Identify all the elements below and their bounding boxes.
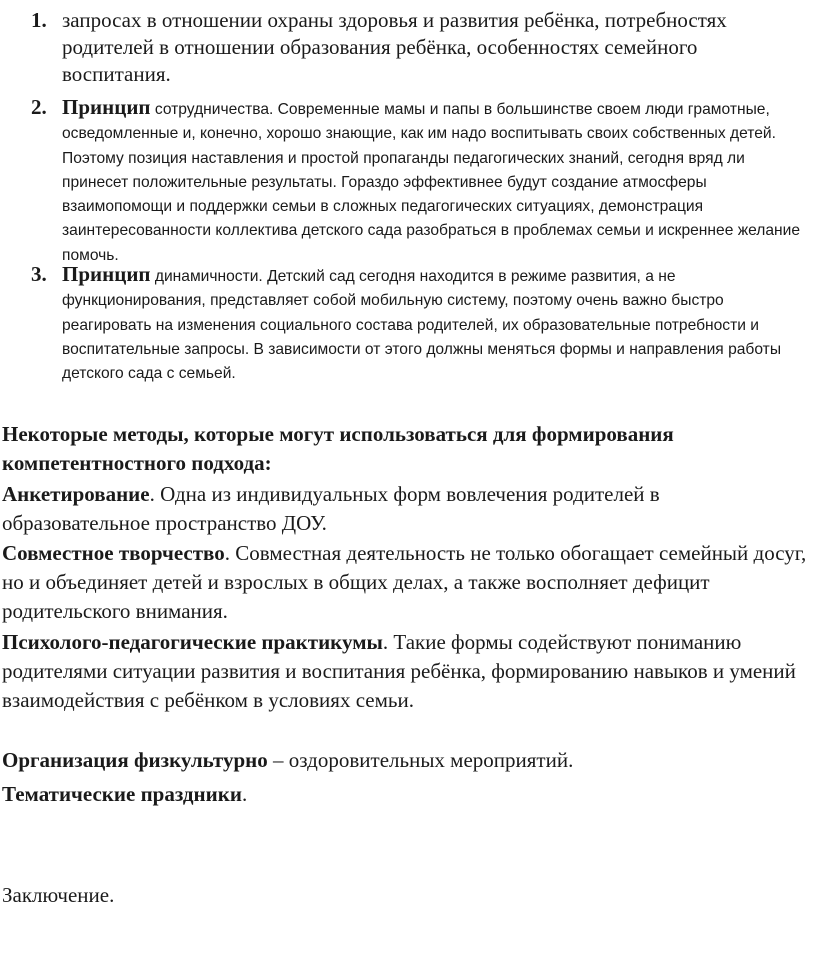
list-number: 2. bbox=[31, 95, 47, 119]
list-number: 3. bbox=[31, 262, 47, 286]
method-term: Организация физкультурно bbox=[2, 748, 268, 772]
principle-text: динамичности. Детский сад сегодня находится в режиме развития, а не функционирования, представляет собой мобильную систему, поэтому очень важно быстро реагировать на изменения социального состава родителей, их образовательные потребности и воспитательные запросы. В зависимости от этого должны меняться формы и направления работы детского сада с семьей. bbox=[62, 268, 782, 383]
list-item-text bbox=[62, 95, 810, 268]
methods-heading: Некоторые методы, которые могут использоваться для формирования компетентностного подхода: bbox=[2, 422, 674, 475]
method-workshops bbox=[2, 628, 810, 715]
list-item-text: запросах в отношении охраны здоровья и развития ребёнка, потребностях родителей в отношении образования ребёнка, особенностях семейного воспитания. bbox=[62, 8, 727, 86]
method-text: . Такие формы содействуют пониманию родителями ситуации развития и воспитания ребёнка, формированию навыков и умений взаимодействия с ребёнком в условиях семьи. bbox=[2, 630, 796, 712]
method-text: . bbox=[241, 782, 248, 806]
list-item-text bbox=[62, 262, 810, 386]
method-creativity bbox=[2, 539, 810, 626]
method-term: Психолого-педагогические практикумы bbox=[2, 630, 383, 654]
method-term: Совместное творчество bbox=[2, 541, 225, 565]
method-text: . Совместная деятельность не только обогащает семейный досуг, но и объединяет детей и взрослых в общих делах, а также восполняет дефицит родительского внимания. bbox=[2, 541, 807, 623]
method-term: Тематические праздники bbox=[2, 782, 242, 806]
principle-lead: Принцип bbox=[62, 95, 151, 119]
conclusion-heading: Заключение. bbox=[2, 883, 115, 907]
method-text: – оздоровительных мероприятий. bbox=[267, 748, 574, 772]
method-survey bbox=[2, 480, 810, 538]
principle-lead: Принцип bbox=[62, 262, 151, 286]
method-sports bbox=[2, 746, 810, 775]
method-holidays bbox=[2, 780, 810, 809]
method-term: Анкетирование bbox=[2, 482, 150, 506]
principle-text: сотрудничества. Современные мамы и папы в большинстве своем люди грамотные, осведомленные и, конечно, хорошо знающие, как им надо воспитывать своих собственных детей. Поэтому позиция наставления и простой пропаганды педагогических знаний, сегодня вряд ли принесет положительные результаты. Гораздо эффективнее будут создание атмосферы взаимопомощи и поддержки семьи в сложных педагогических ситуациях, демонстрация заинтересованности коллектива детского сада разобраться в проблемах семьи и искреннее желание помочь. bbox=[62, 101, 801, 264]
list-number: 1. bbox=[31, 8, 47, 32]
method-text: . Одна из индивидуальных форм вовлечения родителей в образовательное пространство ДОУ. bbox=[2, 482, 660, 535]
